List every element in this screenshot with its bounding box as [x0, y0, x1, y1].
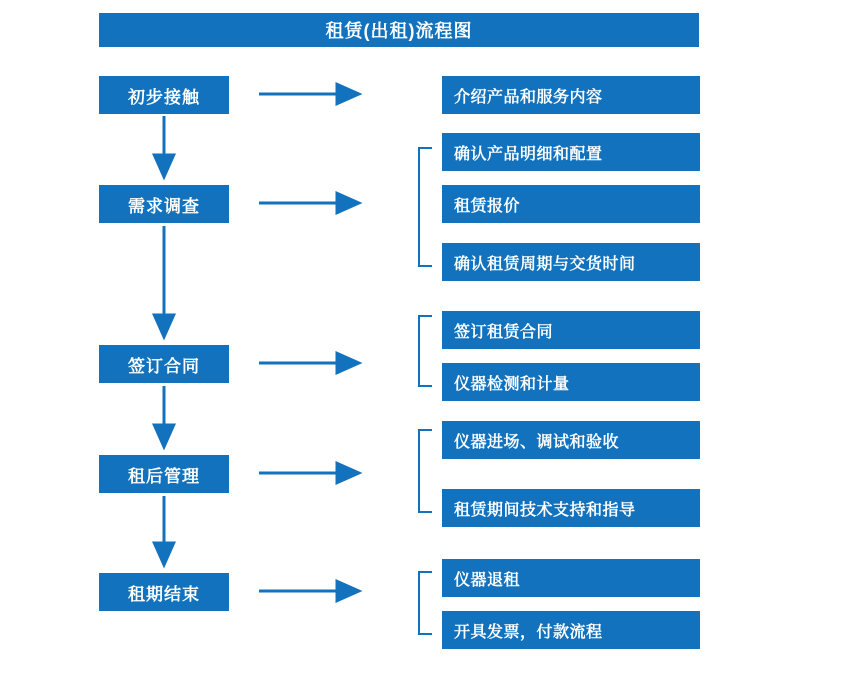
- stage-node-label: 初步接触: [128, 87, 200, 107]
- stage-node-label: 签订合同: [128, 356, 200, 376]
- page-title: 租赁(出租)流程图: [99, 13, 699, 47]
- detail-node-label: 签订租赁合同: [454, 323, 554, 341]
- stage-node-label: 需求调查: [128, 196, 200, 216]
- stage-node-label: 租后管理: [128, 466, 200, 486]
- detail-node-label: 确认产品明细和配置: [454, 145, 603, 163]
- bracket-group-4: [419, 430, 432, 512]
- detail-node-label: 介绍产品和服务内容: [454, 88, 603, 106]
- detail-node-label: 租赁报价: [454, 197, 521, 215]
- bracket-group-3: [419, 316, 432, 386]
- stage-node-label: 租期结束: [128, 584, 200, 604]
- bracket-group-2: [419, 148, 432, 266]
- detail-node-label: 租赁期间技术支持和指导: [454, 501, 636, 519]
- detail-node-label: 仪器检测和计量: [454, 375, 570, 393]
- bracket-group-5: [419, 572, 432, 634]
- detail-node-label: 确认租赁周期与交货时间: [454, 255, 636, 273]
- detail-node-label: 仪器进场、调试和验收: [454, 433, 620, 451]
- detail-node-label: 仪器退租: [454, 571, 521, 589]
- detail-node-label: 开具发票，付款流程: [454, 623, 603, 641]
